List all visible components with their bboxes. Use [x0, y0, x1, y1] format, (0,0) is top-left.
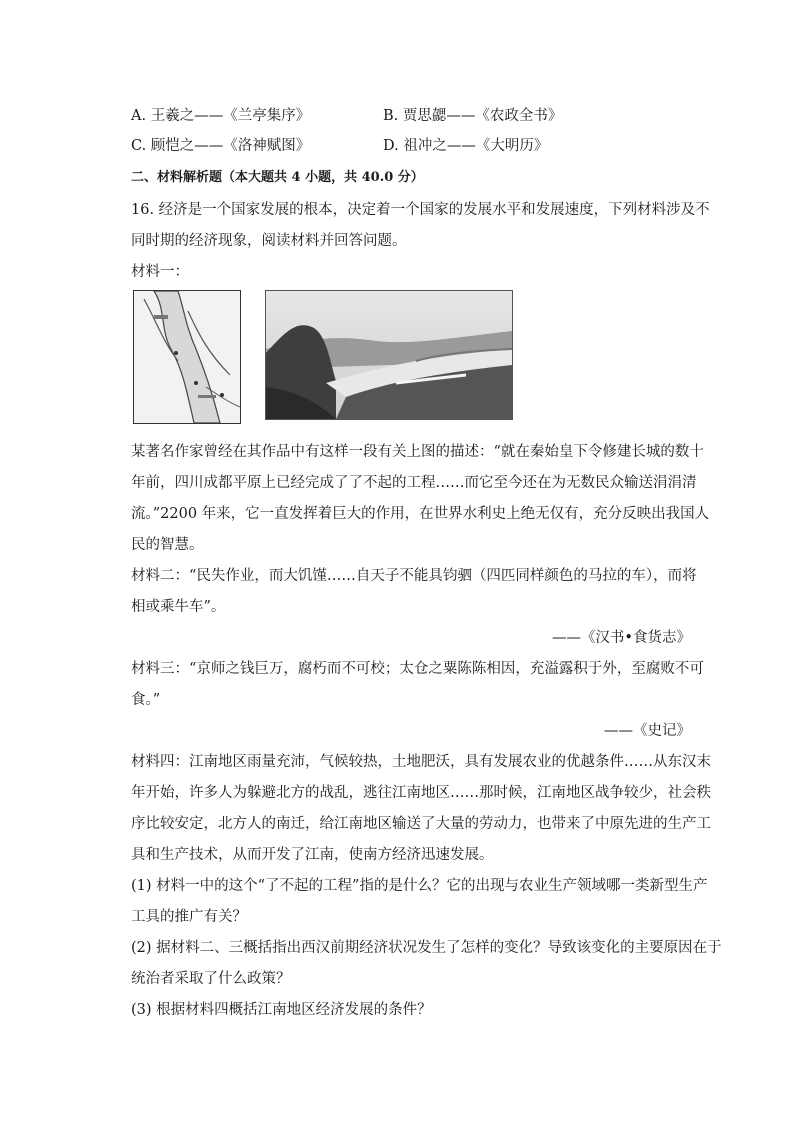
- material-1-line2: 年前，四川成都平原上已经完成了了不起的工程……而它至今还在为无数民众输送涓涓清: [131, 475, 697, 491]
- question-intro-line1: 16. 经济是一个国家发展的根本，决定着一个国家的发展水平和发展速度，下列材料涉及不: [131, 202, 710, 218]
- landscape-photo-icon: [266, 291, 512, 419]
- option-c: C. 顾恺之——《洛神赋图》: [131, 138, 311, 154]
- option-a: A. 王羲之——《兰亭集序》: [131, 108, 311, 124]
- material-4-line2: 年开始，许多人为躲避北方的战乱，逃往江南地区……那时候，江南地区战争较少，社会秩: [131, 785, 711, 801]
- material-2-source: ——《汉书•食货志》: [551, 630, 691, 646]
- section-title: 二、材料解析题（本大题共 4 小题，共 40.0 分）: [131, 170, 424, 185]
- material-2-line1: 材料二：“民失作业，而大饥馑……自天子不能具钧驷（四匹同样颜色的马拉的车），而将: [131, 568, 697, 584]
- material-2-line2: 相或乘牛车”。: [131, 599, 226, 615]
- material-1-line3: 流。”2200 年来，它一直发挥着巨大的作用，在世界水利史上绝无仅有，充分反映出我国人: [131, 506, 710, 522]
- dujiangyan-photo-figure: [265, 290, 513, 420]
- subquestion-3-line1: (3) 根据材料四概括江南地区经济发展的条件？: [131, 1002, 432, 1018]
- option-b: B. 贾思勰——《农政全书》: [383, 108, 563, 124]
- material-4-line1: 材料四：江南地区雨量充沛，气候较热，土地肥沃，具有发展农业的优越条件……从东汉末: [131, 754, 711, 770]
- material-1-line4: 民的智慧。: [131, 537, 204, 553]
- option-d: D. 祖冲之——《大明历》: [383, 138, 549, 154]
- river-map-icon: [134, 291, 240, 423]
- subquestion-2-line2: 统治者采取了什么政策？: [131, 971, 291, 987]
- material-4-line3: 序比较安定，北方人的南迁，给江南地区输送了大量的劳动力，也带来了中原先进的生产工: [131, 816, 711, 832]
- material-3-line2: 食。”: [131, 692, 161, 708]
- question-intro-line2: 同时期的经济现象，阅读材料并回答问题。: [131, 233, 407, 249]
- subquestion-1-line2: 工具的推广有关？: [131, 909, 247, 925]
- material-3-source: ——《史记》: [604, 723, 691, 739]
- river-map-figure: [133, 290, 241, 424]
- material-3-line1: 材料三：“京师之钱巨万，腐朽而不可校；太仓之粟陈陈相因，充溢露积于外，至腐败不可: [131, 661, 704, 677]
- subquestion-2-line1: (2) 据材料二、三概括指出西汉前期经济状况发生了怎样的变化？导致该变化的主要原因在于: [131, 940, 722, 956]
- subquestion-1-line1: (1) 材料一中的这个“了不起的工程”指的是什么？它的出现与农业生产领域哪一类新型生产: [131, 878, 708, 894]
- material-4-line4: 具和生产技术，从而开发了江南，使南方经济迅速发展。: [131, 847, 494, 863]
- material-1-line1: 某著名作家曾经在其作品中有这样一段有关上图的描述：“就在秦始皇下令修建长城的数十: [131, 444, 704, 460]
- material-1-label: 材料一：: [131, 264, 189, 280]
